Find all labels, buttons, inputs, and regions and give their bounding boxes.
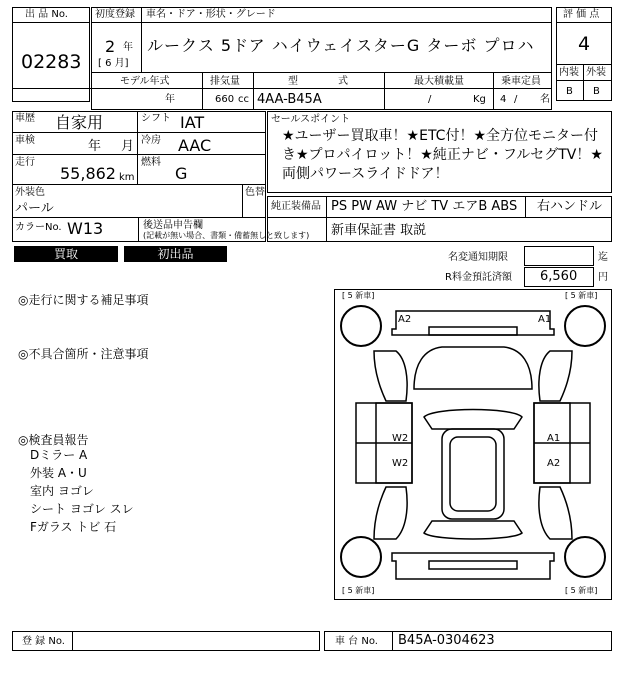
color-no-label: カラーNo. [15, 222, 62, 233]
repaint-label: 色替 [245, 187, 265, 198]
front-fender-left [374, 351, 407, 401]
name-change-label: 名変通知期限 [448, 252, 508, 263]
report-line: Fガラス トビ 石 [30, 520, 117, 534]
equipment-value: PS PW AW ナビ TV エアB ABS [331, 199, 518, 214]
rear-window [424, 521, 522, 539]
chassis-no-label: 車 台 No. [335, 636, 378, 647]
report-line: 室内 ヨゴレ [30, 484, 94, 498]
capacity-unit: 名 [540, 94, 550, 105]
type-label: 型 式 [288, 76, 348, 87]
lot-label: 出 品 No. [25, 9, 68, 20]
purchase-tag: 買取 [14, 246, 118, 262]
inspection-year-unit: 年 [88, 139, 102, 154]
roof [442, 429, 504, 519]
tire-front-right [565, 306, 605, 346]
capacity-separator: / [514, 94, 518, 105]
inspection-month-unit: 月 [121, 139, 135, 154]
tire-mark-front-right: [ 5 新車] [565, 291, 598, 300]
aftermarket-note: (記載が無い場合、書類・備蓄無しと致します) [143, 231, 310, 240]
car-diagram [334, 289, 612, 600]
damage-mark: W2 [392, 458, 409, 469]
front-fender-right [539, 351, 572, 401]
displacement-value: 660 [215, 94, 235, 105]
tire-mark-rear-right: [ 5 新車] [565, 586, 598, 595]
reg-no-label: 登 録 No. [22, 636, 65, 647]
exterior-grade: B [593, 86, 600, 97]
capacity-value: 4 [500, 94, 507, 105]
vehicle-label: 車名・ドア・形状・グレード [146, 9, 276, 20]
rear-bumper [392, 553, 554, 579]
damage-mark: A2 [398, 314, 412, 325]
type-value: 4AA-B45A [257, 92, 322, 107]
displacement-label: 排気量 [210, 76, 240, 87]
defects-heading: ◎不具合箇所・注意事項 [18, 347, 149, 361]
mileage-label: 走行 [15, 157, 35, 168]
name-change-box [524, 246, 594, 266]
km-unit: km [119, 172, 135, 183]
score-value: 4 [578, 33, 591, 55]
tire-rear-left [341, 537, 381, 577]
tire-front-left [341, 306, 381, 346]
history-value: 自家用 [55, 113, 104, 132]
model-year-unit: 年 [165, 94, 175, 105]
rear-garnish [429, 561, 517, 569]
tire-rear-right [565, 537, 605, 577]
windshield [424, 410, 522, 430]
tire-mark-rear-left: [ 5 新車] [342, 586, 375, 595]
driving-notes-heading: ◎走行に関する補足事項 [18, 293, 149, 307]
front-bumper [392, 311, 554, 335]
sales-point-label: セールスポイント [271, 114, 351, 125]
report-line: Dミラー A [30, 448, 88, 462]
front-grille [429, 327, 517, 335]
first-listing-tag: 初出品 [124, 246, 227, 262]
tire-mark-front-left: [ 5 新車] [342, 291, 375, 300]
cc-unit: cc [238, 94, 249, 105]
exterior-label: 外装 [586, 67, 606, 78]
interior-grade: B [566, 86, 573, 97]
shift-value: IAT [180, 113, 205, 132]
kg-unit: Kg [473, 94, 486, 105]
vehicle-name: ルークス 5ドア ハイウェイスターG ターボ プロハ [147, 36, 535, 55]
hood [414, 347, 532, 389]
ac-value: AAC [178, 136, 212, 155]
inspector-report-heading: ◎検査員報告 [18, 433, 89, 447]
model-year-label: モデル年式 [120, 76, 170, 87]
history-label: 車歴 [15, 113, 35, 124]
interior-label: 内装 [559, 67, 579, 78]
sales-point-text: ★ユーザー買取車！★ETC付！★全方位モニター付き★プロパイロット！★純正ナビ・フルセグTV！★両側パワースライドドア！ [282, 128, 603, 182]
recycle-label: R料金預託済額 [445, 272, 512, 283]
chassis-no-value: B45A-0304623 [398, 633, 495, 648]
fuel-value: G [175, 164, 188, 183]
lot-number: 02283 [21, 51, 82, 73]
shift-label: シフト [141, 113, 171, 124]
rear-fender-right [539, 487, 572, 539]
report-line: シート ヨゴレ スレ [30, 502, 134, 516]
equipment-label: 純正装備品 [271, 201, 321, 212]
first-reg-label: 初度登録 [95, 9, 135, 20]
aftermarket-label: 後送品申告欄 [143, 220, 203, 231]
first-reg-year: 2 [105, 37, 116, 56]
damage-mark: A1 [538, 314, 552, 325]
steering-value: 右ハンドル [537, 199, 603, 214]
fuel-label: 燃料 [141, 157, 161, 168]
score-label: 評 価 点 [563, 9, 600, 20]
inspection-label: 車検 [15, 135, 35, 146]
capacity-label: 乗車定員 [501, 76, 541, 87]
color-no-value: W13 [67, 219, 104, 238]
ac-label: 冷房 [141, 135, 161, 146]
damage-mark: W2 [392, 433, 409, 444]
recycle-value: 6,560 [540, 269, 578, 284]
year-unit: 年 [123, 42, 133, 53]
warranty-value: 新車保証書 取説 [331, 223, 427, 238]
max-load-label: 最大積載量 [414, 76, 464, 87]
mileage-value: 55,862 [60, 164, 116, 183]
rear-fender-left [374, 487, 407, 539]
damage-mark: A1 [547, 433, 561, 444]
name-change-unit: 迄 [598, 252, 608, 263]
report-line: 外装 A・U [30, 466, 87, 480]
recycle-unit: 円 [598, 272, 608, 283]
first-reg-month: [ 6 月] [98, 58, 129, 69]
color-label: 外装色 [15, 187, 45, 198]
color-value: パール [15, 201, 54, 216]
load-separator: / [428, 94, 432, 105]
damage-mark: A2 [547, 458, 561, 469]
